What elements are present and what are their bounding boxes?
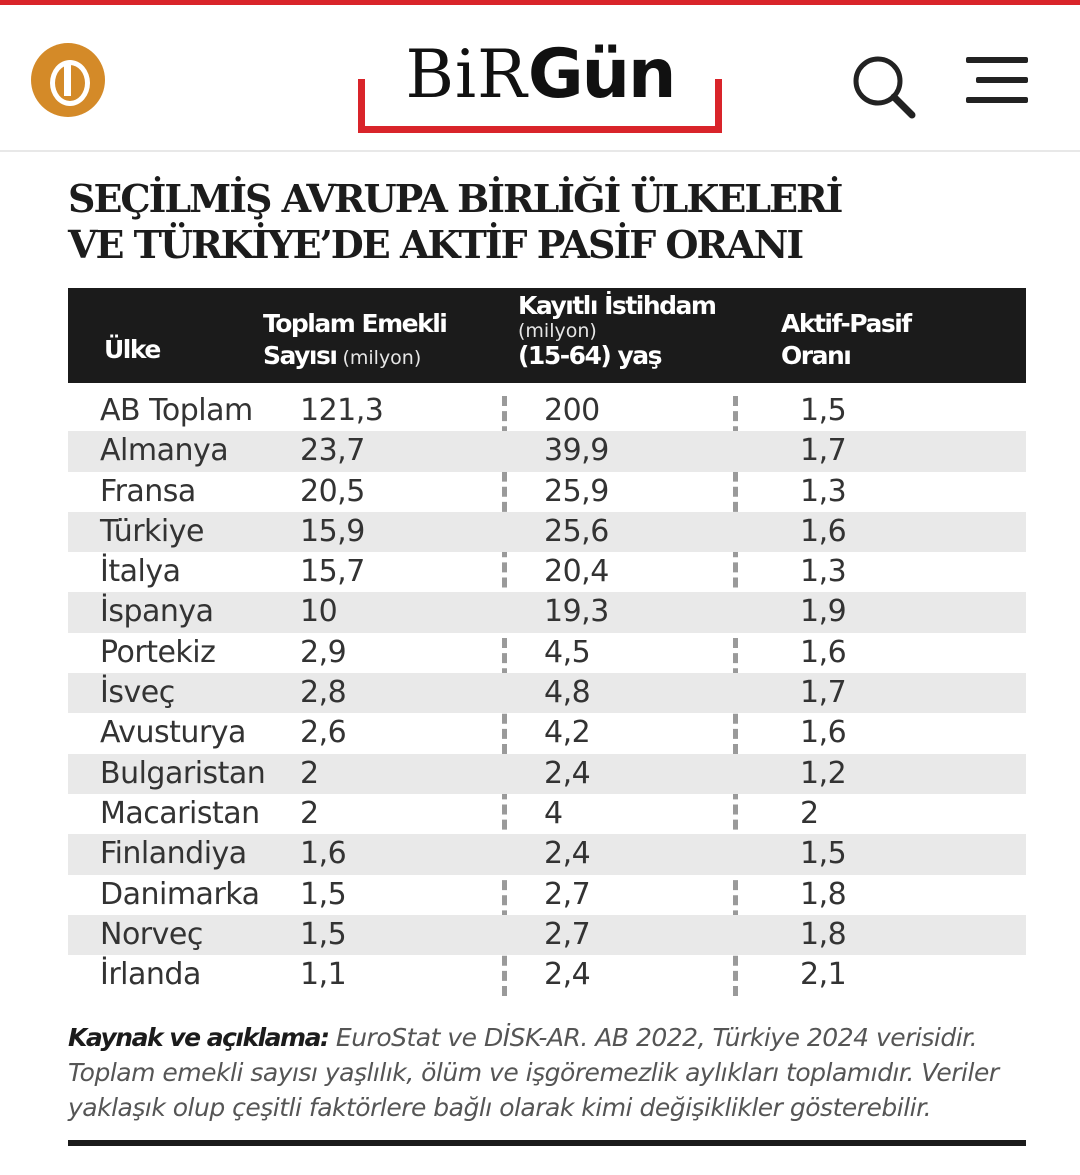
header-retirees: [263, 308, 446, 374]
cell-ratio: 1,2: [800, 755, 847, 791]
table-row: [68, 955, 1026, 995]
footnote-text: EuroStat ve DİSK-AR. AB 2022, Türkiye 2024 verisidir. Toplam emekli sayısı yaşlılık, ölüm ve işgöremezlik aylıkları toplamıdır. Veriler yaklaşık olup çeşitli faktörlere bağlı olarak kimi değişiklikler gösterebilir.: [68, 1023, 999, 1122]
cell-employment: 20,4: [544, 554, 609, 590]
cell-employment: 2,7: [544, 876, 591, 912]
cell-ratio: 1,6: [800, 634, 847, 670]
header-employment-age: (15-64) yaş: [518, 341, 662, 370]
table-row: [68, 834, 1026, 874]
header-retirees-unit: (milyon): [336, 347, 422, 369]
cell-retirees: 20,5: [300, 473, 365, 509]
cell-country: İrlanda: [100, 957, 201, 993]
birgun-logo[interactable]: [358, 35, 722, 133]
header-retirees-line1: Toplam Emekli: [263, 309, 447, 338]
cell-country: Fransa: [100, 473, 196, 509]
title-line-1: SEÇİLMİŞ AVRUPA BİRLİĞİ ÜLKELERİ: [68, 176, 842, 221]
cell-country: Portekiz: [100, 634, 216, 670]
bottom-rule: [68, 1140, 1026, 1146]
cell-employment: 4,8: [544, 675, 591, 711]
cell-country: Türkiye: [100, 513, 204, 549]
table-header: [68, 288, 1026, 383]
cell-ratio: 2: [800, 795, 819, 831]
cell-ratio: 1,3: [800, 554, 847, 590]
cell-country: Macaristan: [100, 795, 260, 831]
cell-ratio: 1,6: [800, 715, 847, 751]
cell-country: Norveç: [100, 916, 203, 952]
header-employment: [518, 292, 715, 370]
cell-ratio: 1,5: [800, 393, 847, 428]
hamburger-menu-icon[interactable]: [966, 57, 1030, 109]
cell-retirees: 15,9: [300, 513, 365, 549]
cell-retirees: 2: [300, 755, 319, 791]
cell-retirees: 2,6: [300, 715, 347, 751]
table-row: [68, 915, 1026, 955]
header-ratio: [781, 308, 911, 372]
cell-country: AB Toplam: [100, 393, 253, 428]
cell-country: İtalya: [100, 554, 181, 590]
table-row: [68, 552, 1026, 592]
table-row: [68, 875, 1026, 915]
search-icon[interactable]: [850, 53, 918, 121]
cell-retirees: 121,3: [300, 393, 384, 428]
site-badge-icon[interactable]: [31, 43, 105, 117]
footnote: [68, 1020, 1028, 1125]
header-employment-unit: (milyon): [518, 320, 597, 342]
table-row: [68, 472, 1026, 512]
cell-country: Bulgaristan: [100, 755, 266, 791]
table-row: [68, 754, 1026, 794]
cell-ratio: 1,8: [800, 876, 847, 912]
cell-employment: 25,9: [544, 473, 609, 509]
cell-retirees: 2: [300, 795, 319, 831]
table-row: [68, 633, 1026, 673]
cell-employment: 19,3: [544, 594, 609, 630]
cell-country: İspanya: [100, 594, 214, 630]
table-row: [68, 592, 1026, 632]
cell-employment: 2,4: [544, 836, 591, 872]
cell-country: Avusturya: [100, 715, 246, 751]
cell-retirees: 1,1: [300, 957, 347, 993]
cell-country: Almanya: [100, 433, 229, 469]
cell-employment: 2,4: [544, 957, 591, 993]
cell-retirees: 1,5: [300, 876, 347, 912]
cell-employment: 200: [544, 393, 600, 428]
cell-retirees: 2,9: [300, 634, 347, 670]
title-line-2: VE TÜRKİYE’DE AKTİF PASİF ORANI: [68, 222, 803, 267]
header-ratio-line2: Oranı: [781, 341, 851, 370]
cell-retirees: 2,8: [300, 675, 347, 711]
cell-ratio: 1,5: [800, 836, 847, 872]
table-body: [68, 391, 1026, 995]
cell-employment: 39,9: [544, 433, 609, 469]
cell-ratio: 1,9: [800, 594, 847, 630]
logo-text-gun: Gün: [527, 35, 675, 114]
header-ratio-line1: Aktif-Pasif: [781, 309, 911, 338]
cell-retirees: 1,6: [300, 836, 347, 872]
header-country: Ülke: [104, 335, 160, 364]
cell-ratio: 1,8: [800, 916, 847, 952]
table-row: [68, 713, 1026, 753]
table-row: [68, 431, 1026, 471]
cell-employment: 4,2: [544, 715, 591, 751]
cell-retirees: 1,5: [300, 916, 347, 952]
cell-ratio: 1,6: [800, 513, 847, 549]
cell-retirees: 10: [300, 594, 338, 630]
cell-retirees: 23,7: [300, 433, 365, 469]
cell-country: Danimarka: [100, 876, 260, 912]
footnote-label: Kaynak ve açıklama:: [68, 1023, 329, 1052]
cell-country: İsveç: [100, 675, 175, 711]
cell-employment: 4: [544, 795, 563, 831]
cell-ratio: 1,7: [800, 433, 847, 469]
cell-employment: 2,4: [544, 755, 591, 791]
cell-ratio: 1,3: [800, 473, 847, 509]
site-header: [0, 5, 1080, 152]
cell-retirees: 15,7: [300, 554, 365, 590]
header-retirees-line2: Sayısı: [263, 341, 337, 370]
logo-text-bir: BiR: [405, 36, 528, 113]
cell-employment: 2,7: [544, 916, 591, 952]
table-row: [68, 512, 1026, 552]
article-title: [68, 176, 1008, 268]
cell-country: Finlandiya: [100, 836, 247, 872]
cell-ratio: 1,7: [800, 675, 847, 711]
table-row: [68, 673, 1026, 713]
cell-employment: 4,5: [544, 634, 591, 670]
header-employment-title: Kayıtlı İstihdam: [518, 291, 716, 320]
cell-ratio: 2,1: [800, 957, 847, 993]
table-row: [68, 391, 1026, 431]
table-row: [68, 794, 1026, 834]
cell-employment: 25,6: [544, 513, 609, 549]
